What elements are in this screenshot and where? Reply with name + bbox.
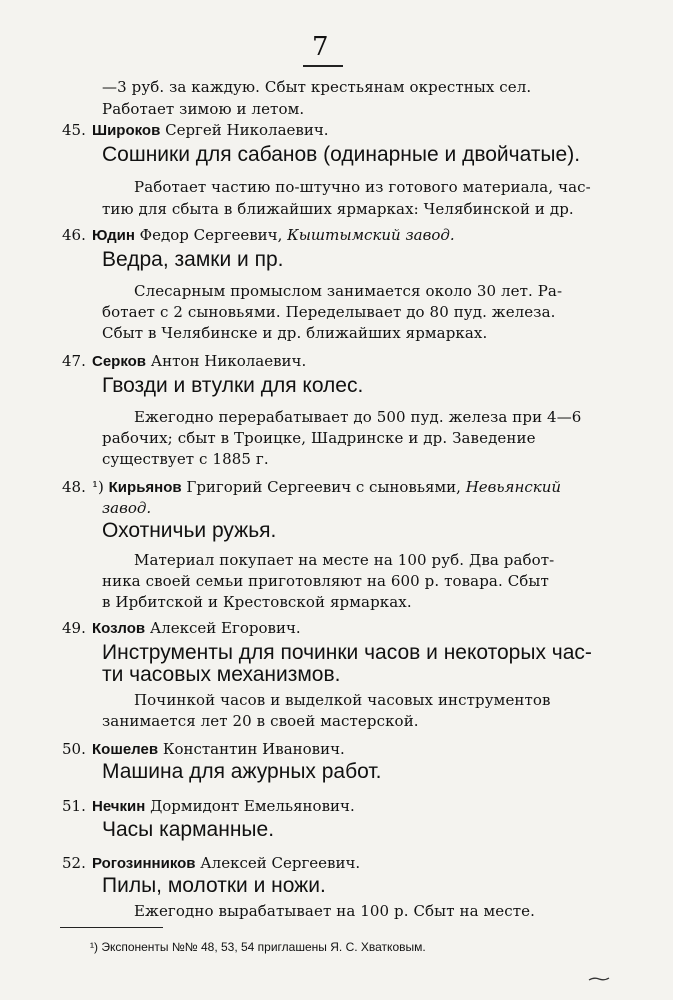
footnote-rule — [60, 927, 163, 928]
entry-place: завод. — [102, 499, 152, 517]
entry-given-names: Федор Сергеевич, — [134, 226, 288, 244]
intro-line: —3 руб. за каждую. Сбыт крестьянам окрестных сел. — [102, 78, 532, 96]
entry-heading — [62, 797, 355, 815]
intro-line: Работает зимою и летом. — [102, 100, 305, 118]
entry-heading — [62, 478, 561, 496]
entry-number: 45. — [62, 121, 86, 139]
entry-given-names: Константин Иванович. — [158, 740, 345, 758]
entry-heading — [62, 121, 329, 139]
entry-product: Часы карманные. — [102, 818, 275, 841]
entry-description: Материал покупает на месте на 100 руб. Два работ- — [134, 551, 555, 569]
entry-description: в Ирбитской и Крестовской ярмарках. — [102, 593, 412, 611]
entry-description: существует с 1885 г. — [102, 450, 269, 468]
entry-description: рабочих; сбыт в Троицке, Шадринске и др. Заведение — [102, 429, 536, 447]
entry-product: Сошники для сабанов (одинарные и двойчатые). — [102, 143, 581, 166]
footnote-marker: ¹) — [92, 478, 104, 496]
entry-product: ти часовых механизмов. — [102, 663, 341, 686]
ink-mark-icon — [588, 976, 610, 982]
entry-place: Невьянский — [465, 478, 562, 496]
footnote: ¹) Экспоненты №№ 48, 53, 54 приглашены Я. С. Хватковым. — [90, 940, 426, 954]
entry-product: Инструменты для починки часов и некоторых час- — [102, 641, 592, 664]
entry-heading — [62, 619, 301, 637]
entry-surname: Нечкин — [92, 798, 146, 815]
entry-description: ботает с 2 сыновьями. Переделывает до 80 пуд. железа. — [102, 303, 556, 321]
entry-surname: Кошелев — [92, 741, 159, 758]
entry-number: 52. — [62, 854, 86, 872]
entry-product: Гвозди и втулки для колес. — [102, 374, 364, 397]
entry-given-names: Алексей Сергеевич. — [195, 854, 361, 872]
entry-heading — [62, 740, 345, 758]
entry-number: 46. — [62, 226, 86, 244]
entry-description: Работает частию по-штучно из готового материала, час- — [134, 178, 591, 196]
page-number: 7 — [312, 32, 329, 62]
entry-surname: Козлов — [92, 620, 146, 637]
entry-heading — [62, 854, 360, 872]
entry-number: 47. — [62, 352, 86, 370]
entry-surname: Юдин — [92, 227, 135, 244]
entry-description: Ежегодно вырабатывает на 100 р. Сбыт на месте. — [134, 902, 535, 920]
entry-product: Ведра, замки и пр. — [102, 248, 284, 271]
entry-given-names: Алексей Егорович. — [145, 619, 301, 637]
entry-heading — [62, 226, 455, 244]
entry-description: Сбыт в Челябинске и др. ближайших ярмарках. — [102, 324, 488, 342]
entry-number: 50. — [62, 740, 86, 758]
entry-surname: Кирьянов — [108, 479, 182, 496]
entry-description: Слесарным промыслом занимается около 30 лет. Ра- — [134, 282, 563, 300]
page-number-rule — [303, 65, 343, 67]
entry-number: 48. — [62, 478, 86, 496]
entry-description: ника своей семьи приготовляют на 600 р. товара. Сбыт — [102, 572, 549, 590]
entry-description: Ежегодно перерабатывает до 500 пуд. железа при 4—6 — [134, 408, 582, 426]
entry-given-names: Сергей Николаевич. — [160, 121, 329, 139]
entry-surname: Рогозинников — [92, 855, 196, 872]
entry-heading — [62, 352, 306, 370]
entry-given-names: Дормидонт Емельянович. — [145, 797, 355, 815]
entry-description: Починкой часов и выделкой часовых инструментов — [134, 691, 551, 709]
entry-number: 51. — [62, 797, 86, 815]
entry-given-names: Антон Николаевич. — [146, 352, 307, 370]
entry-product: Машина для ажурных работ. — [102, 760, 382, 783]
entry-product: Пилы, молотки и ножи. — [102, 874, 326, 897]
entry-surname: Широков — [92, 122, 161, 139]
entry-given-names: Григорий Сергеевич с сыновьями, — [181, 478, 466, 496]
entry-description: тию для сбыта в ближайших ярмарках: Челябинской и др. — [102, 200, 574, 218]
entry-place: Кыштымский завод. — [287, 226, 455, 244]
entry-surname: Серков — [92, 353, 147, 370]
entry-number: 49. — [62, 619, 86, 637]
entry-description: занимается лет 20 в своей мастерской. — [102, 712, 419, 730]
entry-product: Охотничьи ружья. — [102, 519, 277, 542]
